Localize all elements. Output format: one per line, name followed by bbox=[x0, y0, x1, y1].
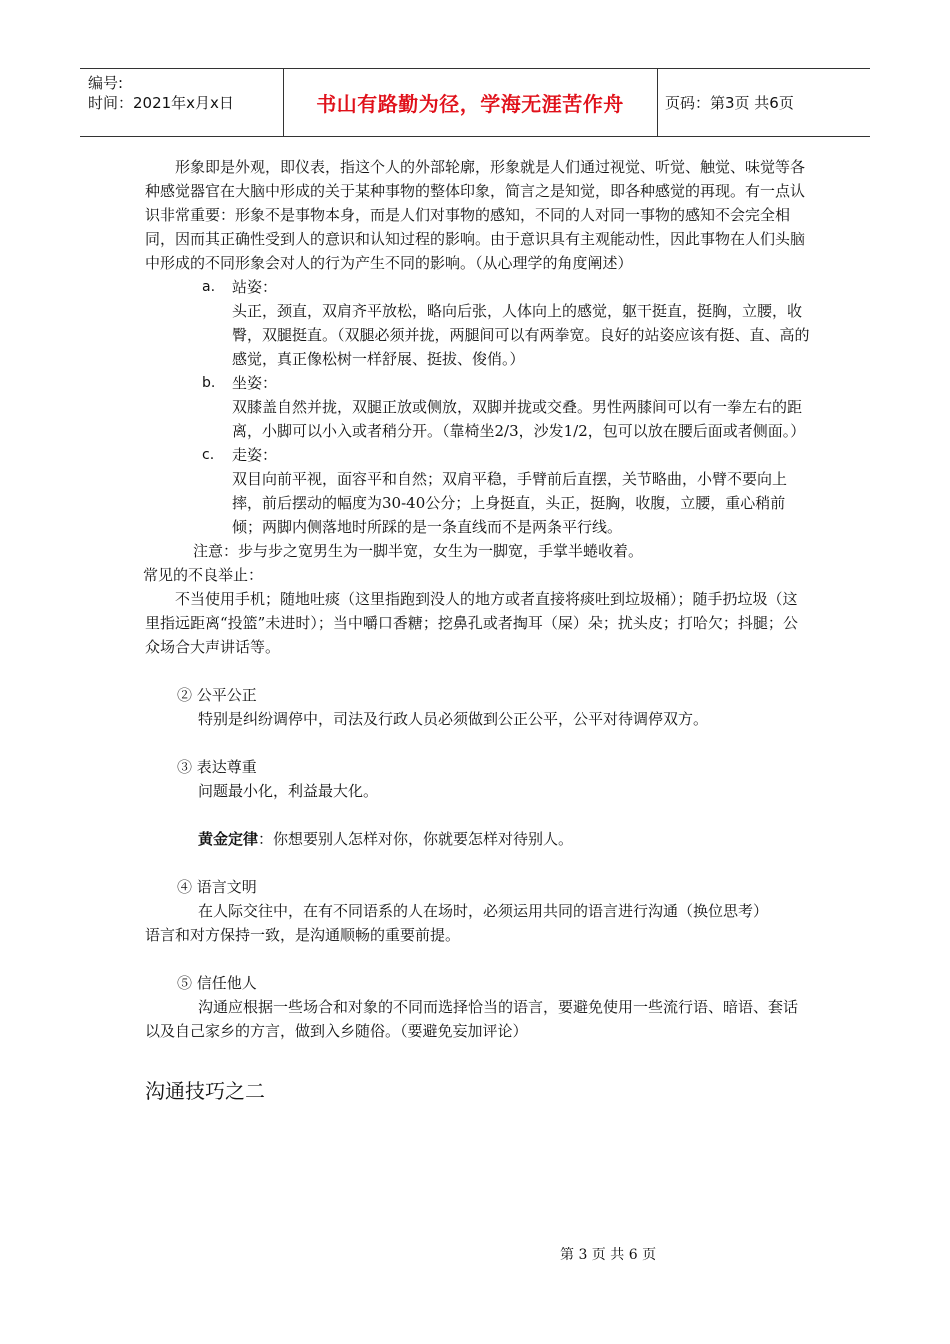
principle-respect-title: ③ 表达尊重 bbox=[177, 758, 257, 776]
posture-note: 注意：步与步之宽男生为一脚半宽，女生为一脚宽，手掌半蜷收着。 bbox=[193, 542, 644, 560]
page-footer: 第 3 页 共 6 页 bbox=[560, 1247, 657, 1263]
posture-sitting bbox=[145, 371, 810, 443]
spacer bbox=[145, 851, 810, 875]
number-label: 编号: bbox=[88, 74, 124, 92]
header-meta bbox=[80, 69, 284, 136]
principle-language-text-2: 语言和对方保持一致，是沟通顺畅的重要前提。 bbox=[145, 926, 461, 944]
spacer bbox=[145, 803, 810, 827]
page-header bbox=[80, 68, 870, 137]
posture-walking bbox=[145, 443, 810, 539]
posture-text: 双目向前平视，面容平和自然；双肩平稳，手臂前后直摆，关节略曲，小臂不要向上摔，前后摆动的幅度为30-40公分；上身挺直，头正，挺胸，收腹，立腰，重心稍前倾；两脚内侧落地时所踩的是一条直线而不是两条平行线。 bbox=[232, 470, 788, 536]
spacer bbox=[145, 947, 810, 971]
list-marker: a. bbox=[202, 279, 216, 295]
golden-rule bbox=[145, 827, 810, 851]
bad-habits-title: 常见的不良举止： bbox=[143, 566, 264, 584]
posture-title: 走姿： bbox=[232, 446, 278, 464]
list-marker: c. bbox=[202, 447, 215, 463]
principle-language-text: 在人际交往中，在有不同语系的人在场时，必须运用共同的语言进行沟通（换位思考） bbox=[198, 902, 769, 920]
posture-text: 双膝盖自然并拢，双腿正放或侧放，双脚并拢或交叠。男性两膝间可以有一拳左右的距离，小脚可以小入或者稍分开。（靠椅坐2/3，沙发1/2，包可以放在腰后面或者侧面。） bbox=[232, 398, 806, 440]
golden-rule-text: ：你想要别人怎样对你，你就要怎样对待别人。 bbox=[258, 830, 574, 848]
principle-respect-text: 问题最小化，利益最大化。 bbox=[198, 782, 379, 800]
principle-language-title: ④ 语言文明 bbox=[177, 878, 257, 896]
principle-trust-text: 沟通应根据一些场合和对象的不同而选择恰当的语言，要避免使用一些流行语、暗语、套话以及自己家乡的方言，做到入乡随俗。（要避免妄加评论） bbox=[145, 998, 799, 1040]
posture-standing bbox=[145, 275, 810, 371]
principle-trust-title: ⑤ 信任他人 bbox=[177, 974, 257, 992]
document-body bbox=[145, 155, 810, 1103]
spacer bbox=[145, 731, 810, 755]
spacer bbox=[145, 659, 810, 683]
intro-paragraph: 形象即是外观，即仪表，指这个人的外部轮廓，形象就是人们通过视觉、听觉、触觉、味觉等各种感觉器官在大脑中形成的关于某种事物的整体印象，简言之是知觉，即各种感觉的再现。有一点认识非常重要：形象不是事物本身，而是人们对事物的感知，不同的人对同一事物的感知不会完全相同，因而其正确性受到人的意识和认知过程的影响。由于意识具有主观能动性，因此事物在人们头脑中形成的不同形象会对人的行为产生不同的影响。（从心理学的角度阐述） bbox=[145, 158, 806, 272]
principle-fair-text: 特别是纠纷调停中，司法及行政人员必须做到公正公平，公平对待调停双方。 bbox=[198, 710, 709, 728]
posture-text: 头正，颈直，双肩齐平放松，略向后张，人体向上的感觉，躯干挺直，挺胸，立腰，收臀，双腿挺直。（双腿必须并拢，两腿间可以有两拳宽。良好的站姿应该有挺、直、高的感觉，真正像松树一样舒展、挺拔、俊俏。） bbox=[232, 302, 810, 368]
posture-title: 坐姿： bbox=[232, 374, 278, 392]
list-marker: b. bbox=[202, 375, 216, 391]
posture-title: 站姿： bbox=[232, 278, 278, 296]
section-title: 沟通技巧之二 bbox=[145, 1079, 265, 1103]
bad-habits-text: 不当使用手机；随地吐痰（这里指跑到没人的地方或者直接将痰吐到垃圾桶）；随手扔垃圾（这里指远距离“投篮”未进时）；当中嚼口香糖；挖鼻孔或者掏耳（屎）朵；扰头皮；打哈欠；抖腿；公众场合大声讲话等。 bbox=[145, 590, 798, 656]
header-motto: 书山有路勤为径，学海无涯苦作舟 bbox=[283, 69, 658, 136]
time-label: 时间：2021年x月x日 bbox=[88, 94, 234, 112]
principle-fair-title: ② 公平公正 bbox=[177, 686, 257, 704]
header-page-info: 页码：第3页 共6页 bbox=[665, 94, 794, 112]
golden-rule-label: 黄金定律 bbox=[198, 830, 259, 848]
